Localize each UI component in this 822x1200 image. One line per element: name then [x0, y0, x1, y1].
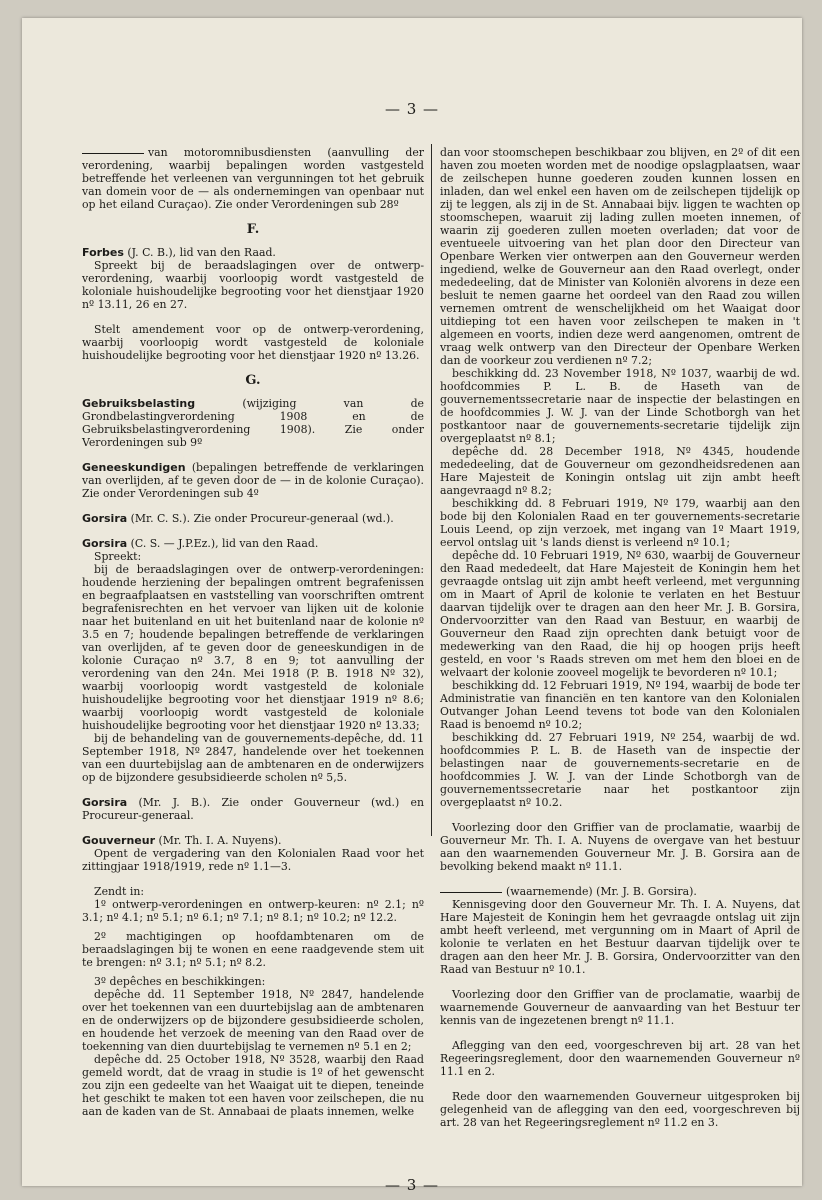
entry-geneeskundigen: Geneeskundigen (bepalingen betreffende de verklaringen van overlijden, af te geven door de — in de kolonie Curaçao). Zie onder Verordeningen sub 4º — [82, 461, 424, 500]
beschikking-254: beschikking dd. 27 Februari 1919, Nº 254, waarbij de wd. hoofdcommies P. L. B. de Haseth van de inspectie der belastingen naar de gouvernements-secretarie en de hoofdcommies J. W. J. van der Linde Schotborgh van de gouvernementssecretarie naar het postkantoor zijn overgeplaatst nº 10.2. — [440, 731, 800, 809]
entry-gorsira-cs: Gorsira (C. S. — J.P.Ez.), lid van den Raad. — [82, 537, 319, 550]
depeche-3528: depêche dd. 25 October 1918, Nº 3528, waarbij den Raad gemeld wordt, dat de vraag in studie is 1º of het gewenscht zou zijn een gedeelte van het Waaigat uit te diepen, teneinde het geschikt te maken tot een haven voor zeilschepen, die nu aan de kaden van de St. Annabaai de plaats innemen, welke — [82, 1053, 424, 1118]
page-footer: — 3 — — [384, 1176, 440, 1194]
entry-gouverneur: Gouverneur (Mr. Th. I. A. Nuyens). — [82, 834, 282, 847]
section-letter-f: F. — [246, 222, 260, 237]
gorsira-speech-2: bij de behandeling van de gouvernements-depêche, dd. 11 September 1918, Nº 2847, handelende over het toekennen van een duurtebijslag aan de ambtenaren en de onderwijzers op de bijzondere gesubsidieerde scholen nº 5,5. — [82, 732, 424, 784]
depeche-3528-cont: dan voor stoomschepen beschikbaar zou blijven, en 2º of dit een haven zou moeten worden met de noodige opslagplaatsen, waar de zeilschepen hunne goederen zouden kunnen lossen en inladen, dan wel enkel een haven om de zeilschepen tijdelijk op zij te leggen, als zij in de St. Annabaai bijv. liggen te wachten op stoomschepen, waaruit zij lading zullen moeten innemen, of waarin zij goederen zullen moeten overladen; dat voor de eventueele uitvoering van het plan door den Directeur van Openbare Werken vier ontwerpen aan den Gouverneur werden ingediend, welke de Gouverneur aan den Raad overlegt, onder mededeeling, dat de Minister van Koloniën alvorens in deze een besluit te nemen gaarne het oordeel van den Raad zou willen vernemen omtrent de wenschelijkheid om het Waaigat door uitdieping tot een haven voor zeilschepen te maken in 't algemeen en voorts, indien deze werd aangenomen, omtrent de vraag welk ontwerp van den Directeur der Openbare Werken dan de voorkeur zou verdienen nº 7.2; — [440, 146, 800, 367]
intro-entry: van motoromnibusdiensten (aanvulling der verordening, waarbij bepalingen worden vastgesteld betreffende het verleenen van vergunningen tot het gebruik van domein voor de — als ondernemingen van openbaar nut op het eiland Curaçao). Zie onder Verordeningen sub 28º — [82, 146, 424, 211]
forbes-amendment: Stelt amendement voor op de ontwerp-verordening, waarbij voorloopig wordt vastgesteld de koloniale huishoudelijke begrooting voor het dienstjaar 1920 nº 13.26. — [82, 323, 424, 362]
beschikking-1037: beschikking dd. 23 November 1918, Nº 1037, waarbij de wd. hoofdcommies P. L. B. de Haseth van de gouvernementssecretarie naar de inspectie der belastingen en de hoofdcommies J. W. J. van der Linde Schotborgh van het postkantoor naar de gouvernements-secretarie tijdelijk zijn overgeplaatst nº 8.1; — [440, 367, 800, 445]
gorsira-spreekt: Spreekt: — [94, 550, 142, 563]
column-divider — [431, 144, 432, 836]
entry-heading: Forbes — [82, 246, 124, 259]
zendt-in: Zendt in: — [94, 885, 145, 898]
gouverneur-opening: Opent de vergadering van den Kolonialen Raad voor het zittingjaar 1918/1919, rede nº 1.1—3. — [82, 847, 424, 873]
rede-waarnemend: Rede door den waarnemenden Gouverneur uitgesproken bij gelegenheid van de aflegging van den eed, voorgeschreven bij art. 28 van het Regeeringsreglement nº 11.2 en 3. — [440, 1090, 800, 1129]
right-column — [440, 146, 800, 1129]
left-column — [82, 146, 424, 1118]
beschikking-179: beschikking dd. 8 Februari 1919, Nº 179, waarbij aan den bode bij den Kolonialen Raad en ter gouvernements-secretarie Louis Leend, op zijn verzoek, met ingang van 1º Maart 1919, eervol ontslag uit 's lands dienst is verleend nº 10.1; — [440, 497, 800, 549]
eed-aflegging: Aflegging van den eed, voorgeschreven bij art. 28 van het Regeeringsreglement, door den waarnemenden Gouverneur nº 11.1 en 2. — [440, 1039, 800, 1078]
section-letter-g: G. — [245, 373, 261, 388]
ditto-dash — [440, 892, 502, 893]
depeche-4345: depêche dd. 28 December 1918, Nº 4345, houdende mededeeling, dat de Gouverneur om gezondheidsredenen aan Hare Majesteit de Koningin ontslag uit zijn ambt heeft aangevraagd nº 8.2; — [440, 445, 800, 497]
zendt-item-2: 2º machtigingen op hoofdambtenaren om de beraadslagingen bij te wonen en eene raadgevende stem uit te brengen: nº 3.1; nº 5.1; nº 8.2. — [82, 930, 424, 969]
proclamatie-aanvaarding: Voorlezing door den Griffier van de proclamatie, waarbij de waarnemende Gouverneur de aanvaarding van het Bestuur ter kennis van de ingezetenen brengt nº 11.1. — [440, 988, 800, 1027]
ditto-dash — [82, 153, 144, 154]
entry-gebruiksbelasting: Gebruiksbelasting (wijziging van de Grondbelastingverordening 1908 en de Gebruiksbelastingverordening 1908). Zie onder Verordeningen sub 9º — [82, 397, 425, 449]
forbes-speech: Spreekt bij de beraadslagingen over de ontwerp-verordening, waarbij voorloopig wordt vastgesteld de koloniale huishoudelijke begrooting voor het dienstjaar 1920 nº 13.11, 26 en 27. — [82, 259, 424, 311]
entry-forbes: Forbes (J. C. B.), lid van den Raad. — [82, 246, 276, 259]
depeche-2847: depêche dd. 11 September 1918, Nº 2847, handelende over het toekennen van een duurtebijslag aan de ambtenaren en de onderwijzers op de bijzondere gesubsidieerde scholen, en houdende het verzoek de meening van den Raad over de toekenning van dien duurtebijslag te vernemen nº 5.1 en 2; — [82, 988, 424, 1053]
entry-gorsira-cs-ref: Gorsira (Mr. C. S.). Zie onder Procureur-generaal (wd.). — [82, 512, 394, 525]
zendt-item-3: 3º depêches en beschikkingen: — [94, 975, 266, 988]
kennisgeving: Kennisgeving door den Gouverneur Mr. Th. I. A. Nuyens, dat Hare Majesteit de Koningin hem het gevraagde ontslag uit zijn ambt heeft verleend, met vergunning om in Maart of April de kolonie te verlaten en het Bestuur daarvan tijdelijk over te dragen aan den heer Mr. J. B. Gorsira, Ondervoorzitter van den Raad van Bestuur nº 10.1. — [440, 898, 800, 976]
document-page — [22, 18, 802, 1194]
zendt-item-1: 1º ontwerp-verordeningen en ontwerp-keuren: nº 2.1; nº 3.1; nº 4.1; nº 5.1; nº 6.1; nº 7.1; nº 8.1; nº 10.2; nº 12.2. — [82, 898, 424, 924]
proclamatie-overgave: Voorlezing door den Griffier van de proclamatie, waarbij de Gouverneur Mr. Th. I. A. Nuyens de overgave van het bestuur aan den waarnemenden Gouverneur Mr. J. B. Gorsira aan de bevolking bekend maakt nº 11.1. — [440, 821, 800, 873]
depeche-630: depêche dd. 10 Februari 1919, Nº 630, waarbij de Gouverneur den Raad mededeelt, dat Hare Majesteit de Koningin hem het gevraagde ontslag uit zijn ambt heeft verleend, met vergunning om in Maart of April de kolonie te verlaten en het Bestuur daarvan tijdelijk over te dragen aan den heer Mr. J. B. Gorsira, Ondervoorzitter van den Raad van Bestuur, en waarbij de Gouverneur den Raad zijn oprechten dank betuigt voor de medewerking van den Raad, die hij op hoogen prijs heeft gesteld, en voor 's Raads streven om met hem den bloei en de welvaart der kolonie zooveel mogelijk te bevorderen nº 10.1; — [440, 549, 800, 679]
entry-waarnemende: (waarnemende) (Mr. J. B. Gorsira). — [440, 885, 800, 898]
gorsira-speech-1: bij de beraadslagingen over de ontwerp-verordeningen: houdende herziening der bepalingen omtrent begrafenissen en begraafplaatsen en vaststelling van voorschriften omtrent begrafenisrechten en het vervoer van lijken uit de kolonie naar het buitenland en uit het buitenland naar de kolonie nº 3.5 en 7; houdende bepalingen betreffende de verklaringen van overlijden, af te geven door de geneeskundigen in de kolonie Curaçao nº 3.7, 8 en 9; tot aanvulling der verordening van den 24n. Mei 1918 (P. B. 1918 Nº 32), waarbij voorloopig wordt vastgesteld de koloniale huishoudelijke begrooting voor het dienstjaar 1919 nº 8.6; waarbij voorloopig wordt vastgesteld de koloniale huishoudelijke begrooting voor het dienstjaar 1920 nº 13.33; — [82, 563, 424, 732]
page-number: — 3 — — [384, 100, 440, 118]
entry-gorsira-jb: Gorsira (Mr. J. B.). Zie onder Gouverneur (wd.) en Procureur-generaal. — [82, 796, 424, 822]
beschikking-194: beschikking dd. 12 Februari 1919, Nº 194, waarbij de bode ter Administratie van financiën en ten kantore van den Kolonialen Outvanger Johan Leend tevens tot bode van den Kolonialen Raad is benoemd nº 10.2; — [440, 679, 800, 731]
